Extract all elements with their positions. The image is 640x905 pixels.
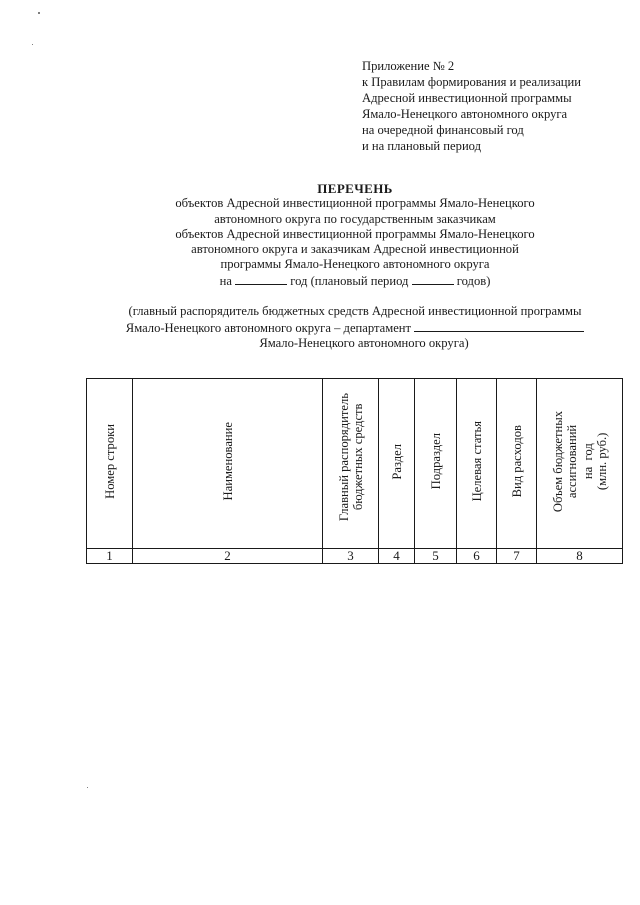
header-section: Раздел: [379, 379, 415, 549]
administrator-line: Ямало-Ненецкого автономного округа): [259, 336, 469, 350]
title-line: объектов Адресной инвестиционной программы Ямало-Ненецкого: [175, 226, 535, 241]
header-expense-type: Вид расходов: [497, 379, 537, 549]
year-blank: [235, 273, 287, 285]
appendix-line: Адресной инвестиционной программы: [362, 91, 572, 105]
column-number: 8: [537, 549, 623, 564]
header-name: Наименование: [133, 379, 323, 549]
period-line: на год (плановый период годов): [219, 273, 491, 288]
administrator-line: (главный распорядитель бюджетных средств Адресной инвестиционной программы: [128, 304, 582, 318]
appendix-line: и на плановый период: [362, 139, 482, 153]
column-number: 7: [497, 549, 537, 564]
title-line: автономного округа и заказчикам Адресной инвестиционной: [191, 242, 519, 257]
column-number: 2: [133, 549, 323, 564]
scan-speck: [38, 12, 40, 14]
column-number: 3: [323, 549, 379, 564]
header-target-article: Целевая статья: [457, 379, 497, 549]
appendix-line: на очередной финансовый год: [362, 123, 524, 137]
column-number: 1: [87, 549, 133, 564]
administrator-block: [105, 304, 605, 352]
table-number-row: [87, 549, 623, 564]
scan-speck: [32, 44, 33, 45]
objects-table: [86, 378, 623, 564]
column-number: 6: [457, 549, 497, 564]
header-row-number: Номер строки: [87, 379, 133, 549]
column-number: 5: [415, 549, 457, 564]
title-line: автономного округа по государственным заказчикам: [214, 211, 496, 226]
appendix-line: к Правилам формирования и реализации: [362, 75, 582, 89]
appendix-title: Приложение № 2: [362, 59, 455, 73]
table-header-row: [87, 379, 623, 549]
scan-speck: [87, 787, 88, 788]
appendix-line: Ямало-Ненецкого автономного округа: [362, 107, 568, 121]
document-title-block: [110, 181, 600, 289]
header-allocation-volume: Объем бюджетных ассигнований на год (млн. руб.): [537, 379, 623, 549]
appendix-note: [362, 58, 632, 154]
header-chief-administrator: Главный распорядитель бюджетных средств: [323, 379, 379, 549]
title-line: объектов Адресной инвестиционной программы Ямало-Ненецкого: [175, 196, 535, 211]
column-number: 4: [379, 549, 415, 564]
title-line: программы Ямало-Ненецкого автономного округа: [220, 257, 490, 272]
header-subsection: Подраздел: [415, 379, 457, 549]
document-heading: ПЕРЕЧЕНЬ: [317, 181, 393, 196]
administrator-line: Ямало-Ненецкого автономного округа – департамент: [105, 320, 605, 337]
period-blank: [412, 273, 454, 285]
department-blank: [414, 320, 584, 332]
